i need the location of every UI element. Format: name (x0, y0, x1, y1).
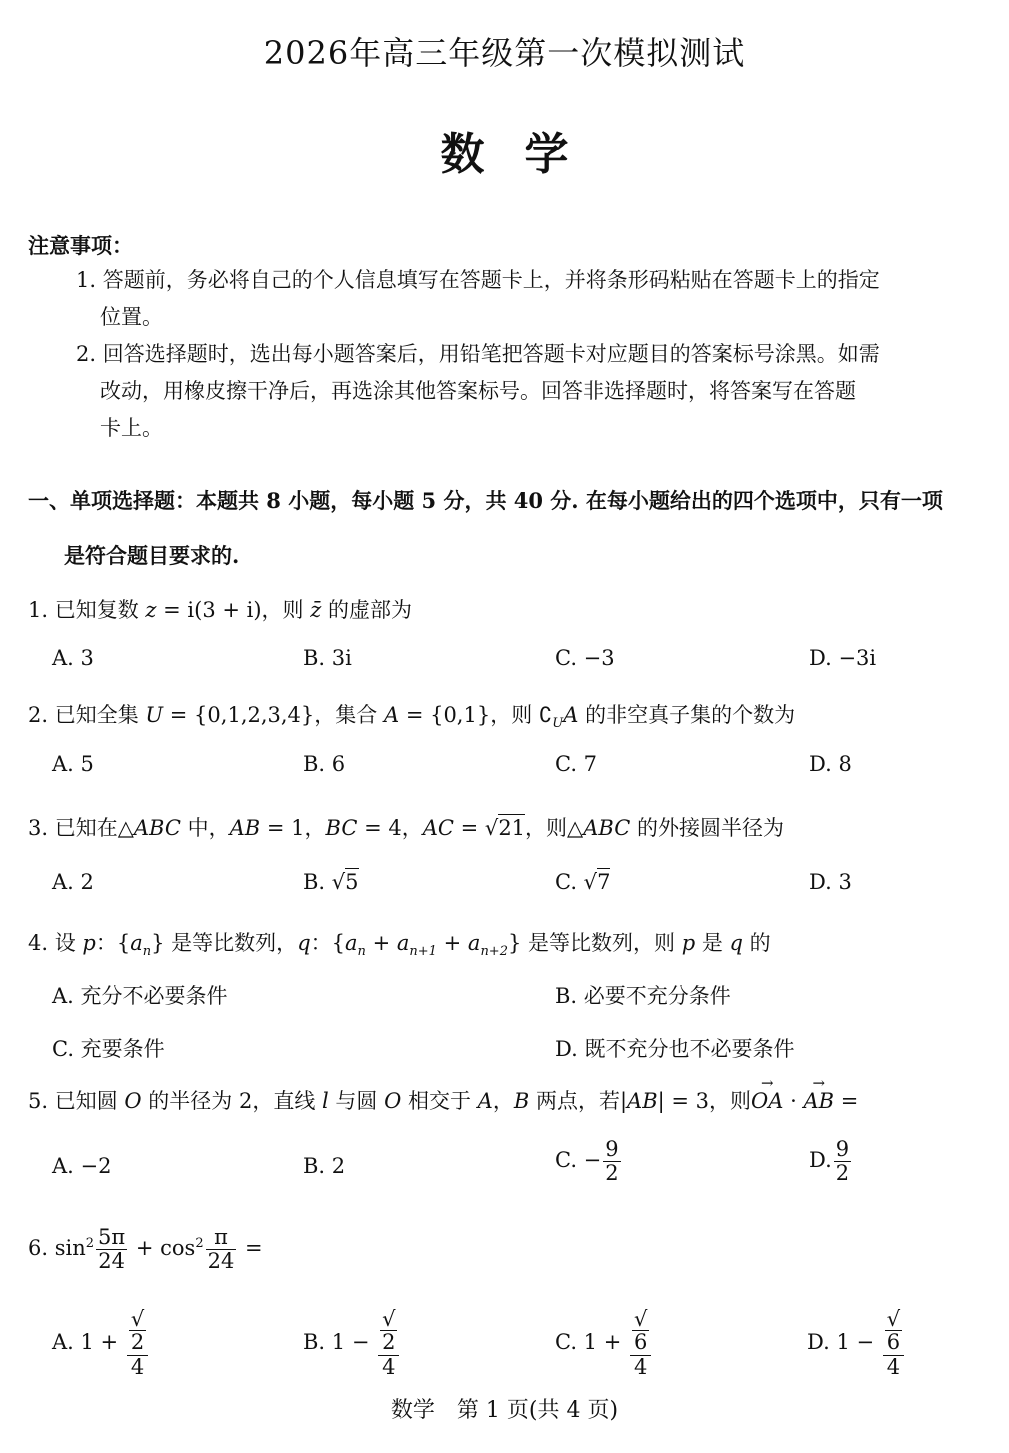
q1-option-b: B. 3i (303, 646, 352, 670)
q5-option-b: B. 2 (303, 1154, 346, 1178)
q2-option-d: D. 8 (809, 752, 852, 776)
fraction: √ 6 4 (883, 1308, 904, 1379)
q1-option-a: A. 3 (52, 646, 94, 670)
question-number: 3. (28, 816, 49, 840)
q5-option-d: D. $\frac{9}{2}$ (809, 1137, 850, 1185)
vector-ab: → AB (803, 1089, 834, 1113)
q1-option-c: C. −3 (555, 646, 615, 670)
fraction: √ 6 4 (630, 1308, 651, 1379)
question-5: 5. 已知圆 O 的半径为 2，直线 l 与圆 O 相交于 A，B 两点，若|AB| = 3，则→ OA · → AB = (28, 1085, 858, 1115)
subject-title: 数学 (440, 129, 609, 180)
q2-option-c: C. 7 (555, 752, 598, 776)
section-heading-line-1: 一、单项选择题：本题共 8 小题，每小题 5 分，共 40 分. 在每小题给出的四个选项中，只有一项 (28, 488, 943, 513)
notice-heading: 注意事项： (28, 233, 133, 258)
q4-option-b: B. 必要不充分条件 (555, 984, 731, 1008)
q6-option-a: A. 1 + √ 2 4 (52, 1308, 150, 1379)
fraction: $\frac{9}{2}$ (835, 1137, 850, 1185)
question-1: 1. 已知复数 z = i(3 + i)，则 z̄ 的虚部为 (28, 598, 412, 622)
vector-oa: → OA (751, 1089, 783, 1113)
q4-option-c: C. 充要条件 (52, 1037, 165, 1061)
page-footer: 数学 第 1 页(共 4 页) (390, 1398, 619, 1423)
question-2: 2. 已知全集 U = {0,1,2,3,4}，集合 A = {0,1}，则 $∁_UA$ 的非空真子集的个数为 (28, 703, 796, 732)
q6-option-b: B. 1 − √ 2 4 (303, 1308, 401, 1379)
question-3: 3. 已知在△ABC 中，AB = 1，BC = 4，AC = √21，则△ABC 的外接圆半径为 (28, 816, 784, 840)
q4-option-d: D. 既不充分也不必要条件 (555, 1037, 795, 1061)
q3-option-a: A. 2 (52, 870, 94, 894)
question-4: 4. 设 p：$\{a_n\}$ 是等比数列，q：$\{a_n + a_{n+1} + a_{n+2}\}$ 是等比数列，则 p 是 q 的 (28, 931, 771, 960)
question-number: 6. (28, 1236, 49, 1260)
question-number: 1. (28, 598, 49, 622)
question-6: 6. $\sin^2$ $\frac{5\pi}{24}$ + $\cos^2$ $\frac{\pi}{24}$ = (28, 1225, 263, 1273)
q5-option-a: A. −2 (52, 1154, 112, 1178)
q6-option-c: C. 1 + √ 6 4 (555, 1308, 653, 1379)
q6-option-d: D. 1 − √ 6 4 (807, 1308, 906, 1379)
q2-option-b: B. 6 (303, 752, 346, 776)
fraction: √ 2 4 (127, 1308, 148, 1379)
q4-option-a: A. 充分不必要条件 (52, 984, 228, 1008)
fraction: $\frac{\pi}{24}$ (207, 1225, 235, 1273)
fraction: $\frac{5\pi}{24}$ (98, 1225, 126, 1273)
fraction: √ 2 4 (378, 1308, 399, 1379)
question-number: 5. (28, 1089, 49, 1113)
q3-option-d: D. 3 (809, 870, 852, 894)
question-number: 2. (28, 703, 49, 727)
notice-item-1-line-2: 位置。 (100, 305, 163, 329)
exam-title: 2026年高三年级第一次模拟测试 (263, 34, 746, 72)
notice-item-1-line-1: 1. 答题前，务必将自己的个人信息填写在答题卡上，并将条形码粘贴在答题卡上的指定 (76, 268, 880, 292)
section-heading-line-2: 是符合题目要求的. (64, 543, 240, 568)
notice-item-2-line-1: 2. 回答选择题时，选出每小题答案后，用铅笔把答题卡对应题目的答案标号涂黑。如需 (76, 342, 880, 366)
question-number: 4. (28, 931, 49, 955)
q1-option-d: D. −3i (809, 646, 877, 670)
fraction: $\frac{9}{2}$ (605, 1137, 619, 1185)
q5-option-c: C. − $\frac{9}{2}$ (555, 1137, 619, 1185)
q3-option-c: C. √7 (555, 870, 611, 894)
q2-option-a: A. 5 (52, 752, 94, 776)
notice-item-2-line-2: 改动，用橡皮擦干净后，再选涂其他答案标号。回答非选择题时，将答案写在答题 (100, 379, 856, 403)
notice-item-2-line-3: 卡上。 (100, 416, 163, 440)
q3-option-b: B. √5 (303, 870, 359, 894)
